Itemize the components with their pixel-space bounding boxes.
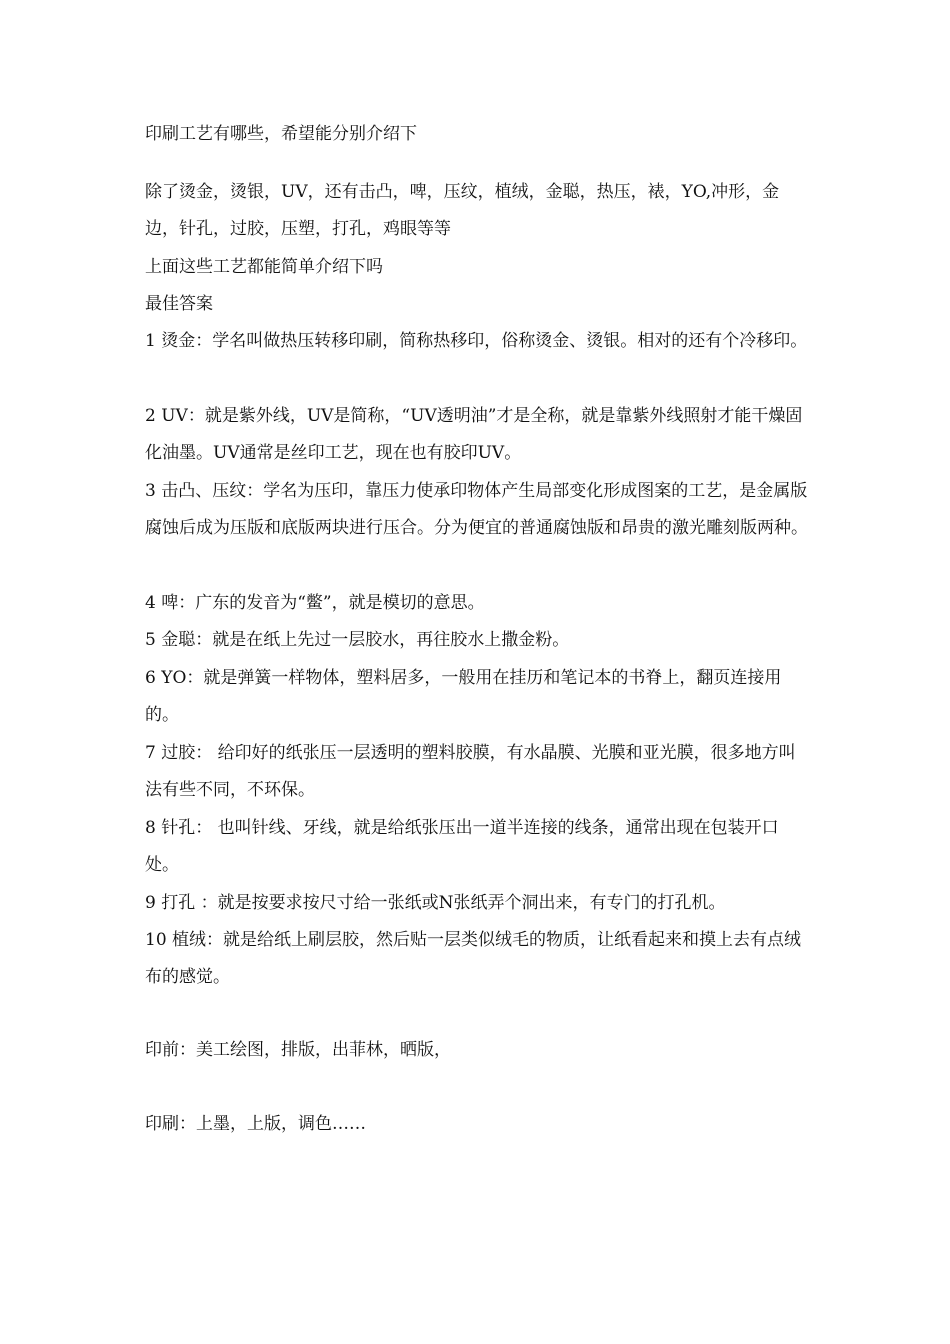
question-title: 印刷工艺有哪些，希望能分别介绍下: [145, 124, 417, 144]
answer-item-8: 8 针孔： 也叫针线、牙线，就是给纸张压出一道半连接的线条，通常出现在包装开口处。: [145, 818, 779, 875]
answer-item-2: 2 UV：就是紫外线，UV是简称，“UV透明油”才是全称，就是靠紫外线照射才能干燥固化油墨。UV通常是丝印工艺，现在也有胶印UV。: [145, 406, 803, 463]
answer-item-5: 5 金聪：就是在纸上先过一层胶水，再往胶水上撒金粉。: [145, 630, 570, 650]
best-answer-label: 最佳答案: [145, 294, 213, 314]
answer-item-1: 1 烫金：学名叫做热压转移印刷，简称热移印，俗称烫金、烫银。相对的还有个冷移印。: [145, 331, 808, 351]
press-line: 印刷：上墨，上版，调色……: [145, 1114, 366, 1134]
question-followup: 上面这些工艺都能简单介绍下吗: [145, 257, 383, 277]
prepress-line: 印前：美工绘图，排版，出菲林，晒版，: [145, 1040, 451, 1060]
question-detail: 除了烫金，烫银，UV，还有击凸，啤，压纹，植绒，金聪，热压，裱，YO,冲形，金边，针孔，过胶，压塑，打孔，鸡眼等等: [145, 182, 780, 239]
answer-item-6: 6 YO：就是弹簧一样物体，塑料居多，一般用在挂历和笔记本的书脊上，翻页连接用的。: [145, 668, 782, 725]
answer-item-7: 7 过胶： 给印好的纸张压一层透明的塑料胶膜，有水晶膜、光膜和亚光膜，很多地方叫法有些不同，不环保。: [145, 743, 796, 800]
answer-item-10: 10 植绒：就是给纸上刷层胶，然后贴一层类似绒毛的物质，让纸看起来和摸上去有点绒布的感觉。: [145, 930, 802, 987]
answer-item-3: 3 击凸、压纹：学名为压印，靠压力使承印物体产生局部变化形成图案的工艺，是金属版腐蚀后成为压版和底版两块进行压合。分为便宜的普通腐蚀版和昂贵的激光雕刻版两种。: [145, 481, 808, 538]
answer-item-4: 4 啤：广东的发音为“鳖”，就是模切的意思。: [145, 593, 485, 613]
answer-item-9: 9 打孔 ：就是按要求按尺寸给一张纸或N张纸弄个洞出来，有专门的打孔机。: [145, 893, 726, 913]
